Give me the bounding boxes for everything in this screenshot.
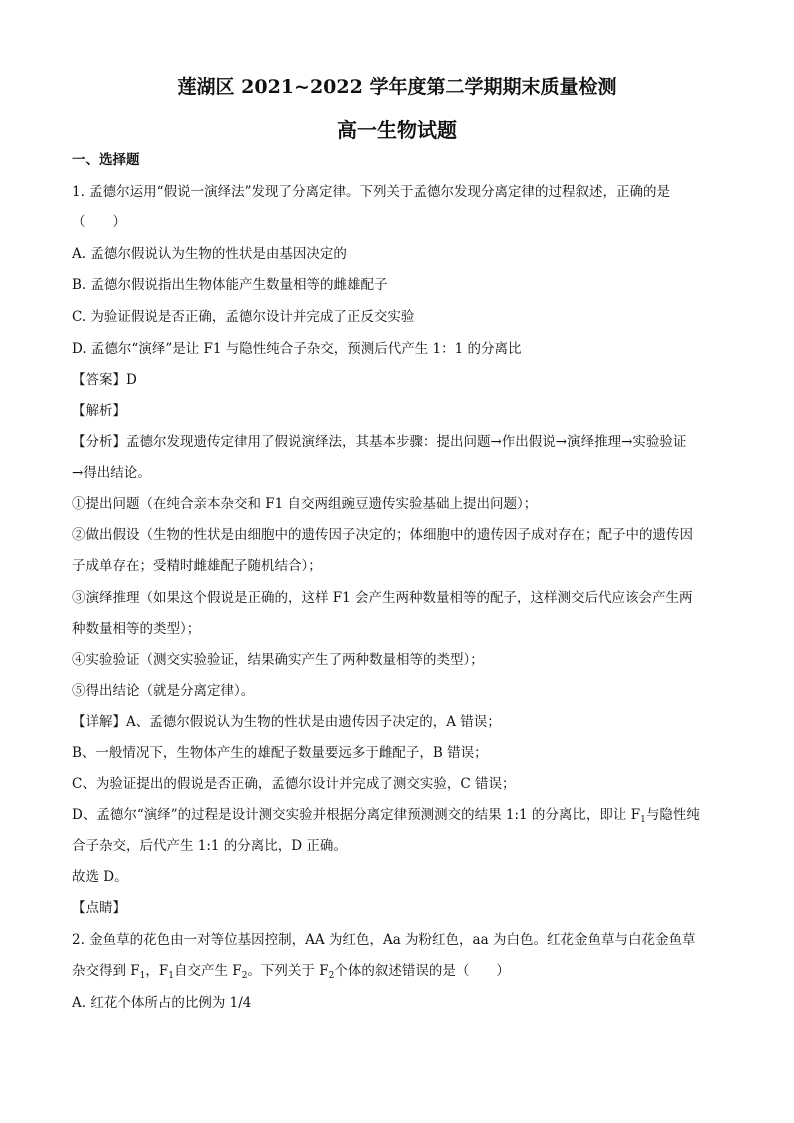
q2-text: 杂交得到 F [72, 963, 140, 979]
q1-answer: 【答案】D [72, 372, 137, 388]
q1-conclusion: 故选 D。 [72, 869, 128, 885]
q1-step-3-line-1: ③演绎推理（如果这个假说是正确的，这样 F1 会产生两种数量相等的配子，这样测交后代应该会产生两 [72, 590, 693, 606]
q2-stem-line-2 [72, 961, 722, 981]
q1-step-3-line-2: 种数量相等的类型）； [72, 621, 201, 637]
section-heading: 一、选择题 [72, 152, 140, 168]
q1-detail-c: C、为验证提出的假说是否正确，孟德尔设计并完成了测交实验，C 错误； [72, 776, 516, 792]
q2-text: ，F [145, 963, 169, 979]
q1-detail-a: 【详解】A、孟德尔假说认为生物的性状是由遗传因子决定的，A 错误； [72, 714, 501, 730]
q1-dianjing: 【点睛】 [72, 900, 126, 916]
exam-subtitle: 高一生物试题 [337, 118, 457, 142]
q1-analysis-tag: 【解析】 [72, 403, 126, 419]
q1-option-c: C. 为验证假说是否正确，孟德尔设计并完成了正反交实验 [72, 309, 415, 325]
subscript: 1 [168, 971, 175, 981]
detail-d-text-tail: 与隐性纯 [645, 807, 700, 823]
q1-detail-b: B、一般情况下，生物体产生的雄配子数量要远多于雌配子，B 错误； [72, 745, 488, 761]
q1-fenxi-line-2: →得出结论。 [72, 465, 151, 481]
subscript: 1 [640, 815, 646, 825]
q1-option-b: B. 孟德尔假说指出生物体能产生数量相等的雌雄配子 [72, 277, 388, 293]
q1-detail-d-line-1 [72, 805, 722, 825]
q1-step-4: ④实验验证（测交实验验证，结果确实产生了两种数量相等的类型）； [72, 652, 484, 668]
q2-text: 。下列关于 F [247, 963, 329, 979]
q1-fenxi-line-1: 【分析】孟德尔发现遗传定律用了假说演绎法，其基本步骤：提出问题→作出假说→演绎推理→实验验证 [72, 434, 687, 450]
q1-step-2-line-1: ②做出假设（生物的性状是由细胞中的遗传因子决定的；体细胞中的遗传因子成对存在；配子中的遗传因 [72, 527, 693, 543]
subscript: 1 [139, 971, 146, 981]
subscript: 2 [328, 971, 335, 981]
q1-step-2-line-2: 子成单存在；受精时雌雄配子随机结合）； [72, 558, 322, 574]
q1-stem-line-1: 1. 孟德尔运用“假说一演绎法”发现了分离定律。下列关于孟德尔发现分离定律的过程叙述，正确的是 [72, 184, 670, 200]
q1-stem-line-2: （ ） [72, 214, 126, 230]
q2-text: 个体的叙述错误的是（ ） [334, 963, 510, 979]
detail-d-text: D、孟德尔“演绎”的过程是设计测交实验并根据分离定律预测测交的结果 1:1 的分离比，即让 F [72, 807, 641, 823]
q1-step-1: ①提出问题（在纯合亲本杂交和 F1 自交两组豌豆遗传实验基础上提出问题）； [72, 496, 538, 512]
q1-option-d: D. 孟德尔“演绎”是让 F1 与隐性纯合子杂交，预测后代产生 1：1 的分离比 [72, 341, 522, 357]
exam-title: 莲湖区 2021~2022 学年度第二学期期末质量检测 [177, 76, 617, 98]
q1-step-5: ⑤得出结论（就是分离定律）。 [72, 683, 255, 699]
q1-option-a: A. 孟德尔假说认为生物的性状是由基因决定的 [72, 246, 347, 262]
q2-option-a: A. 红花个体所占的比例为 1/4 [72, 995, 252, 1011]
q2-text: 自交产生 F [174, 963, 242, 979]
q1-detail-d-line-2: 合子杂交，后代产生 1:1 的分离比，D 正确。 [72, 838, 347, 854]
subscript: 2 [241, 971, 248, 981]
q2-stem-line-1: 2. 金鱼草的花色由一对等位基因控制，AA 为红色，Aa 为粉红色，aa 为白色。红花金鱼草与白花金鱼草 [72, 932, 696, 948]
